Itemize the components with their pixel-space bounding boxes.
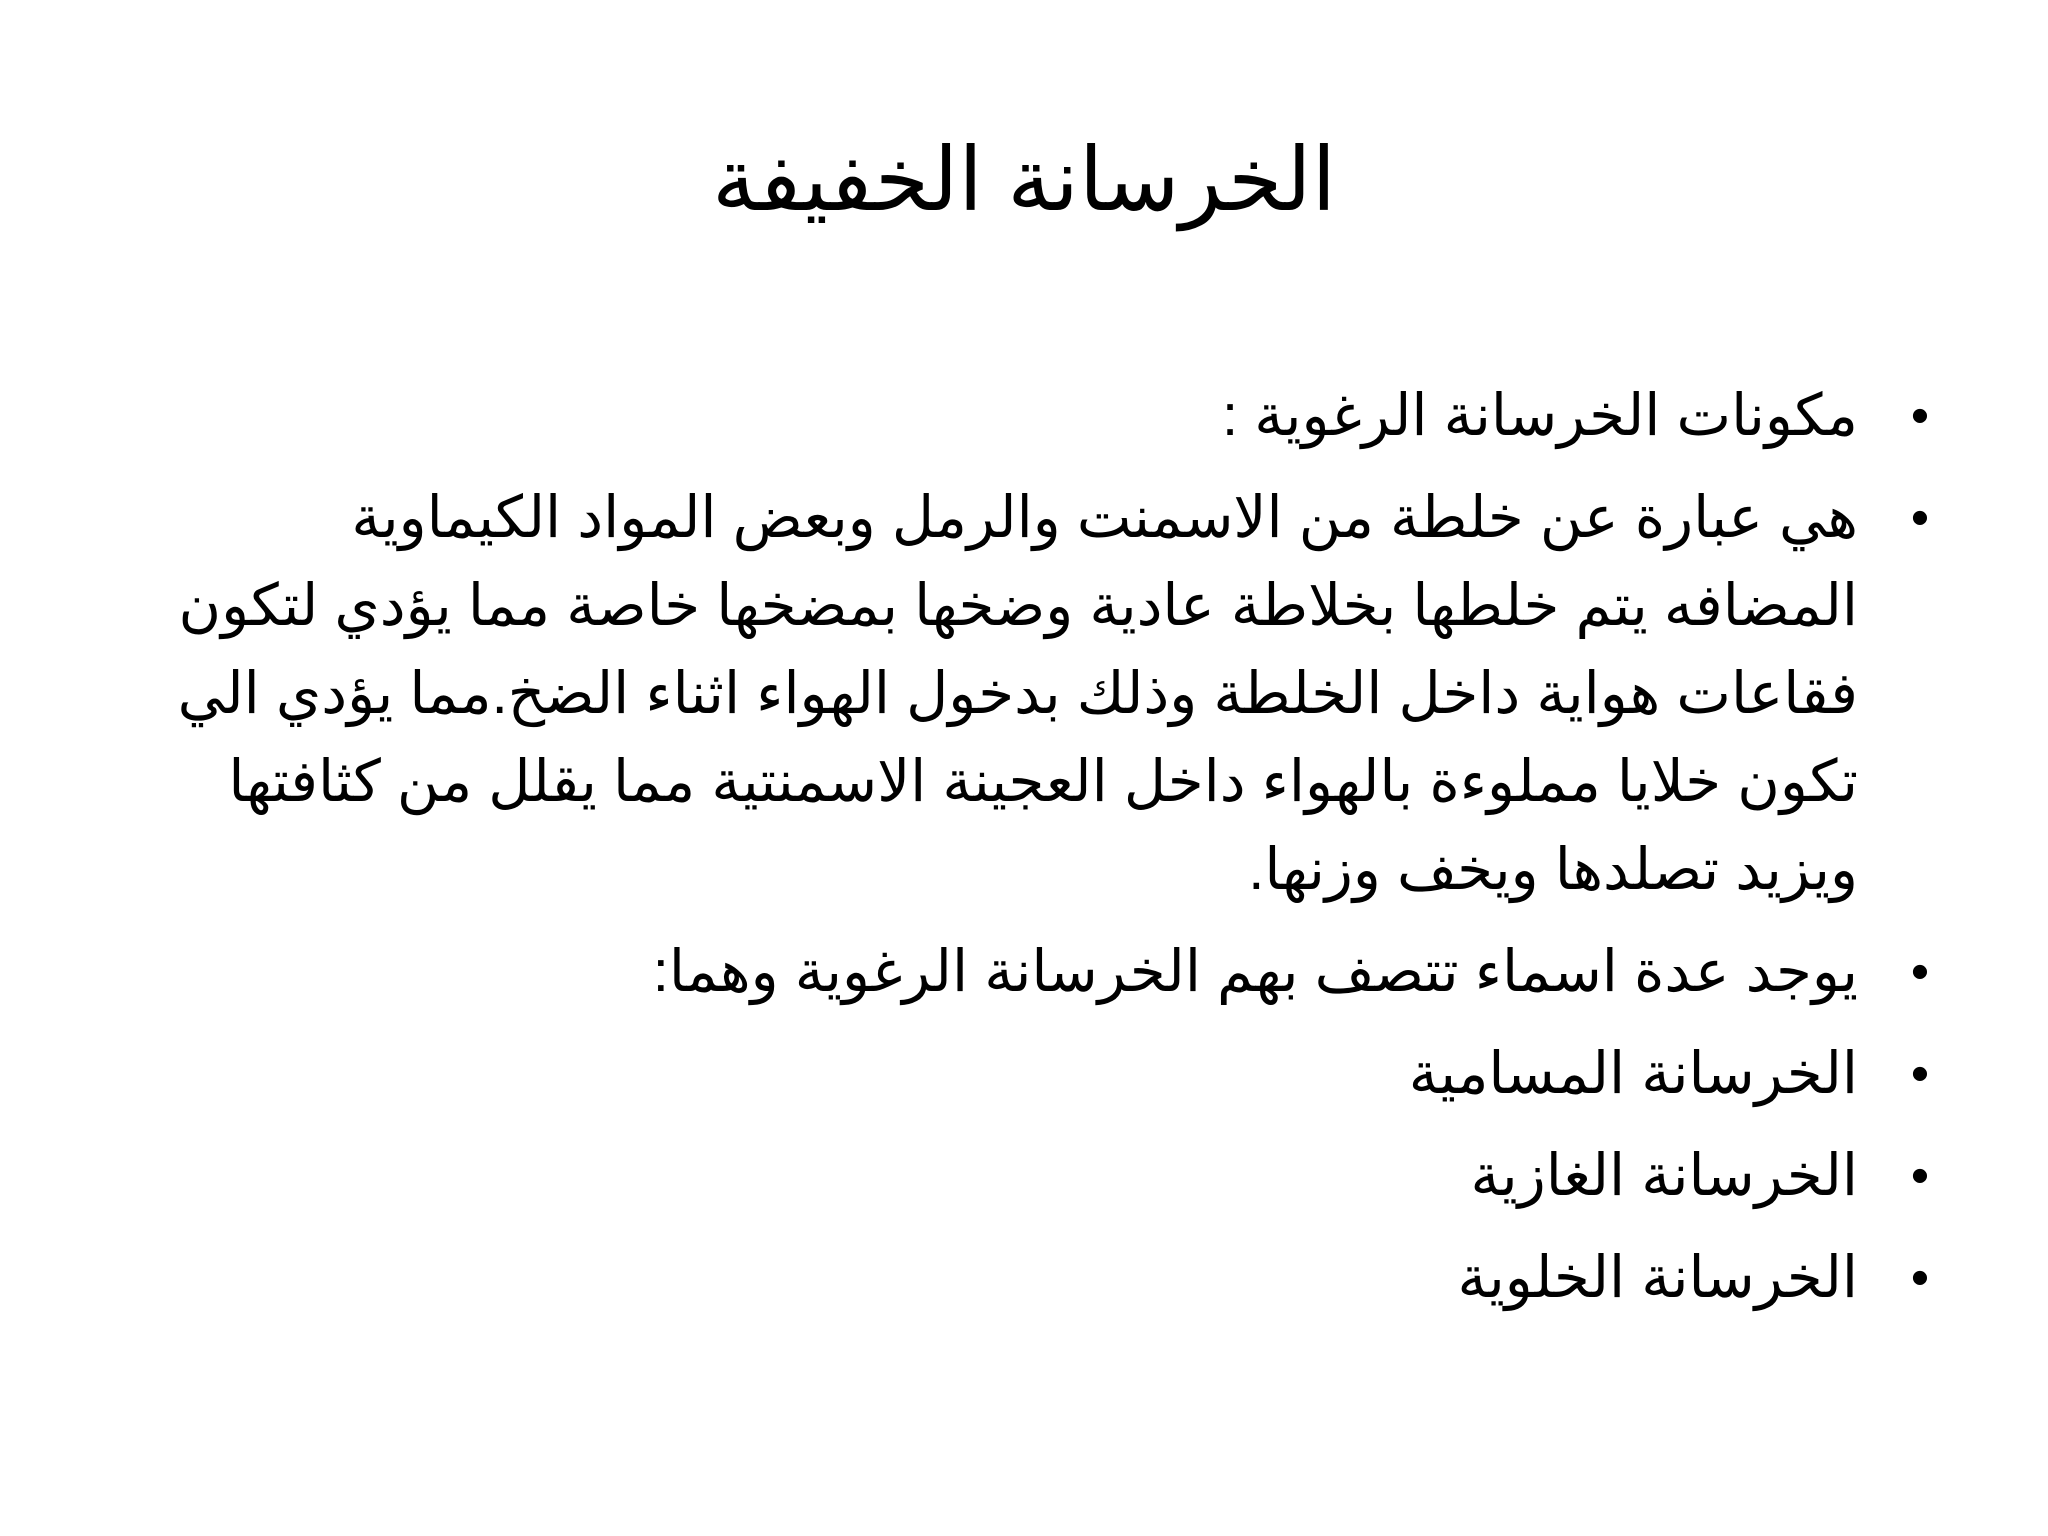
bullet-item-description: • هي عبارة عن خلطة من الاسمنت والرمل وبعض المواد الكيماوية المضافه يتم خلطها بخلاطة عادية وضخها بمضخها خاصة مما يؤدي لتكون فقاعات هواية داخل الخلطة وذلك بدخول الهواء اثناء الضخ.مما يؤدي الي تكون خلايا مملوءة بالهواء داخل العجينة الاسمنتية مما يقلل من كثافتها ويزيد تصلدها ويخف وزنها. xyxy=(170,474,1940,914)
bullet-list xyxy=(170,372,1940,1336)
bullet-item-cellular-concrete: • الخرسانة الخلوية xyxy=(170,1234,1940,1322)
bullet-item-names-heading: • يوجد عدة اسماء تتصف بهم الخرسانة الرغوية وهما: xyxy=(170,928,1940,1016)
bullet-item-components-heading: • مكونات الخرسانة الرغوية : xyxy=(170,372,1940,460)
slide-title: الخرسانة الخفيفة xyxy=(711,130,1337,229)
bullet-item-porous-concrete: • الخرسانة المسامية xyxy=(170,1030,1940,1118)
bullet-item-gas-concrete: • الخرسانة الغازية xyxy=(170,1132,1940,1220)
